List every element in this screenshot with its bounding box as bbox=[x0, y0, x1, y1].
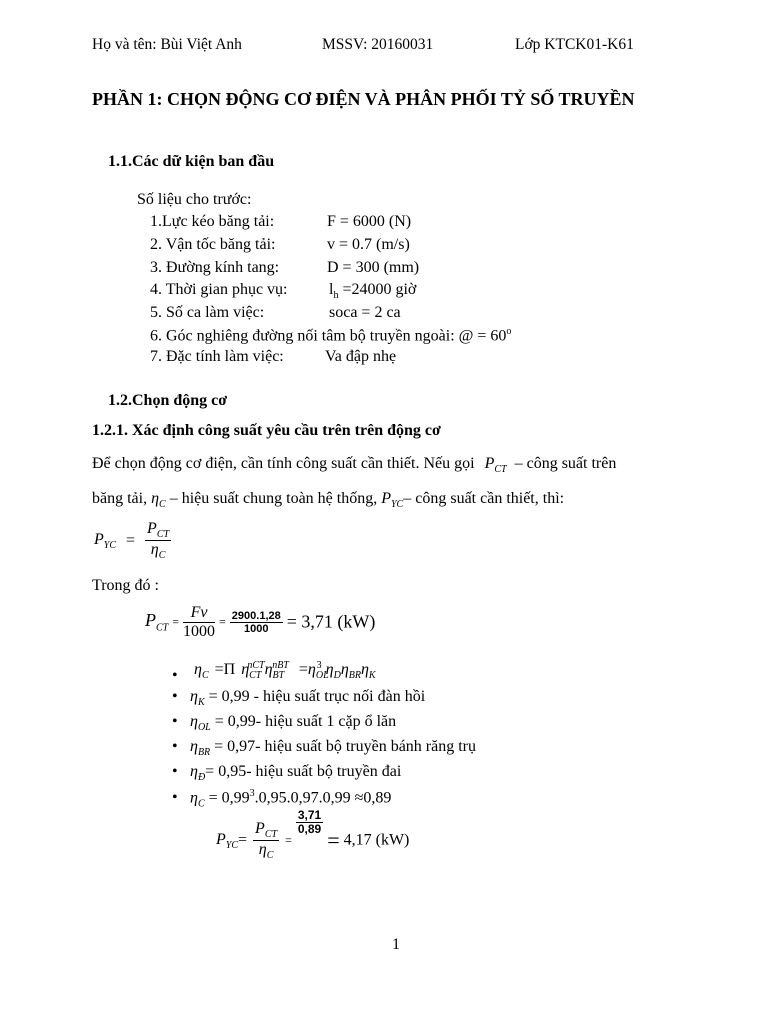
pyc-result: 4,17 (kW) bbox=[343, 831, 410, 849]
bullet-item: • $\eta_Đ= 0,95-$ hiệu suất bộ truyền đai bbox=[172, 763, 402, 784]
para-text: Để chọn động cơ điện, cần tính công suất cần thiết. Nếu gọi bbox=[92, 455, 475, 472]
pyc-symbol: $P_{YC}$ bbox=[381, 490, 404, 511]
pct-denominator: 1000 bbox=[244, 622, 269, 635]
eta-c-symbol: $\eta_C$ bbox=[151, 490, 166, 511]
para-text: – công suất trên bbox=[514, 455, 617, 472]
formula-pyc-result: $P_{YC}=$ $\frac{P_{CT}}{\eta_C}$ = $\frac{3,71}{0,89}$ = 4,17 (kW) bbox=[216, 808, 410, 862]
section-1-1-heading bbox=[108, 153, 274, 171]
formula-pct: $P_{CT}$ = $\frac{Fv}{1000}$ = $\frac{2900.1,28}{1000}$ = 3,71 (kW) bbox=[145, 604, 376, 640]
bullet-item: • $\eta_K = 0,99$ - hiệu suất trục nối đàn hồi bbox=[172, 688, 426, 709]
eta-subscript: OL bbox=[197, 722, 211, 734]
value-post: =24000 giờ bbox=[338, 281, 417, 298]
section-1-2-heading bbox=[108, 392, 227, 410]
para-text: – công suất cần thiết, thì: bbox=[403, 490, 565, 507]
given-item-value: soca = 2 ca bbox=[329, 304, 401, 321]
eta-c-value-a: = 0,99 bbox=[204, 789, 250, 807]
eta-c-exponent: 3 bbox=[249, 788, 255, 799]
pyc-denominator: 0,89 bbox=[297, 822, 322, 837]
eta-subscript: K bbox=[197, 697, 205, 709]
eta-subscript: BR bbox=[197, 747, 211, 759]
eta-subscript: Đ bbox=[197, 772, 206, 784]
pyc-numerator: 3,71 bbox=[297, 808, 322, 822]
para-text: – hiệu suất chung toàn hệ thống, bbox=[169, 490, 378, 507]
given-intro: Số liệu cho trước: bbox=[137, 191, 252, 208]
page-title: PHẦN 1: CHỌN ĐỘNG CƠ ĐIỆN VÀ PHÂN PHỐI TỶ SỐ TRUYỀN bbox=[92, 89, 635, 109]
degree-sup: o bbox=[506, 326, 512, 337]
pct-result: = 3,71 (kW) bbox=[286, 611, 376, 632]
para-line-1 bbox=[92, 455, 616, 475]
section-1-2-1-heading: 1.2.1. Xác định công suất yêu cầu trên trên động cơ bbox=[92, 422, 441, 439]
item-text: 6. Góc nghiêng đường nối tâm bộ truyền ngoài: @ = 60 bbox=[150, 327, 507, 345]
para-text: băng tải, bbox=[92, 490, 148, 507]
bullet-item: • $\eta_{OL} = 0,99-$ hiệu suất 1 cặp ổ lăn bbox=[172, 713, 397, 734]
page-number: 1 bbox=[392, 936, 400, 953]
header-name: Họ và tên: Bùi Việt Anh bbox=[92, 36, 242, 53]
section-title: Các dữ kiện ban đầu bbox=[132, 153, 275, 170]
formula-pyc-definition: $P_{YC}$ = $\frac{P_{CT}}{\eta_C}$ bbox=[94, 520, 170, 562]
eta-c-value-b: .0,95.0,97.0,99 ≈0,89 bbox=[254, 789, 392, 807]
bullet-text: = 0,95- hiệu suất bộ truyền đai bbox=[205, 763, 402, 780]
bullet-text: = 0,99- hiệu suất 1 cặp ổ lăn bbox=[210, 713, 397, 730]
header-class: Lớp KTCK01-K61 bbox=[515, 36, 634, 53]
value-pre: l bbox=[329, 281, 334, 298]
given-item-label: 2. Vận tốc băng tải: bbox=[150, 236, 276, 253]
trong-do-label: Trong đó : bbox=[92, 577, 159, 594]
given-item-label: 7. Đặc tính làm việc: bbox=[150, 348, 284, 365]
given-item-value: D = 300 (mm) bbox=[327, 259, 420, 276]
given-item-value bbox=[329, 281, 416, 301]
bullet-eta-c-value: • $\eta_C = 0,99^3.0,95.0,97.0,99 \approx 0,89$ bbox=[172, 788, 392, 810]
bullet-text: = 0,97- hiệu suất bộ truyền bánh răng trụ bbox=[210, 738, 477, 755]
value-sub: h bbox=[333, 290, 339, 302]
bullet-item: • $\eta_{BR} = 0,97-$ hiệu suất bộ truyền bánh răng trụ bbox=[172, 738, 477, 759]
given-item-value: v = 0.7 (m/s) bbox=[327, 236, 410, 253]
given-item-value: F = 6000 (N) bbox=[327, 213, 412, 230]
given-item-label bbox=[150, 326, 511, 345]
given-item-value: Va đập nhẹ bbox=[325, 348, 397, 365]
para-line-2 bbox=[92, 490, 564, 510]
bullet-text: = 0,99 - hiệu suất trục nối đàn hồi bbox=[204, 688, 426, 705]
bullet-eta-c-formula: • $\eta_C =\Pi$ $\eta_{CT}^{nCT}\eta_{BT}^{nBT} =\eta_{OL}^3$ $\eta_D\eta_{BR}\eta_K$ bbox=[172, 660, 376, 685]
section-number: 1.2. bbox=[108, 392, 132, 409]
pct-symbol: $P_{CT}$ bbox=[484, 455, 507, 476]
given-item-label: 3. Đường kính tang: bbox=[150, 259, 280, 276]
section-title: Chọn động cơ bbox=[132, 392, 228, 409]
pct-numerator: 2900.1,28 bbox=[231, 609, 281, 622]
given-item-label: 5. Số ca làm việc: bbox=[150, 304, 265, 321]
given-item-label: 4. Thời gian phục vụ: bbox=[150, 281, 288, 298]
header-mssv: MSSV: 20160031 bbox=[322, 36, 434, 53]
given-item-label: 1.Lực kéo băng tải: bbox=[150, 213, 275, 230]
section-number: 1.1. bbox=[108, 153, 132, 170]
